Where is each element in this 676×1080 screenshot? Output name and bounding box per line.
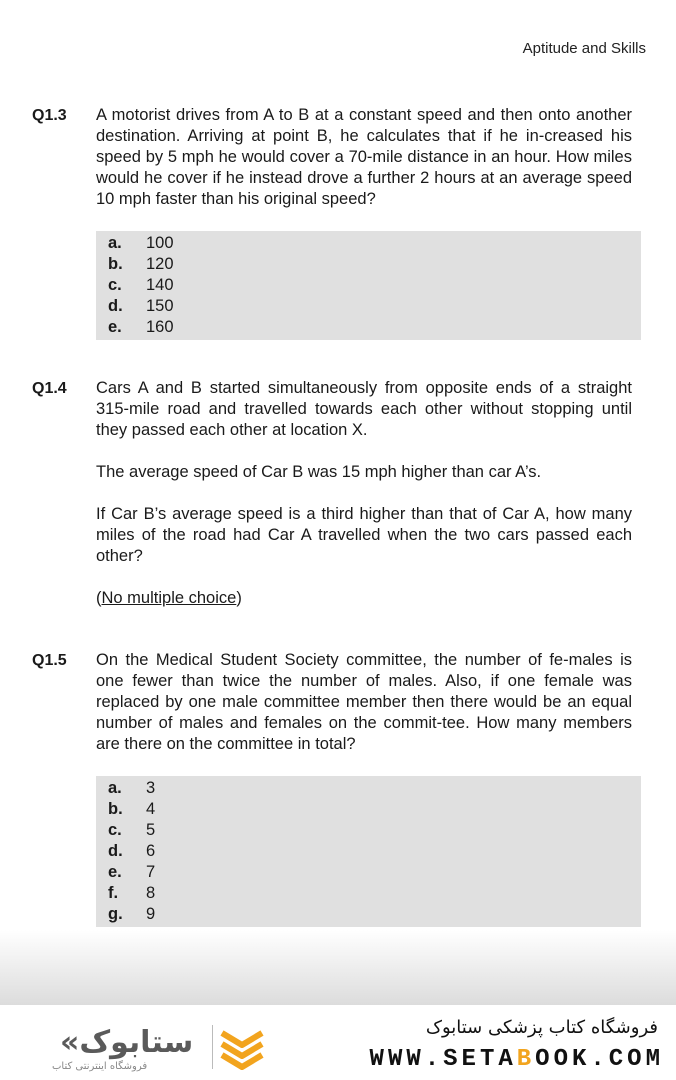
option-value: 6 bbox=[146, 842, 156, 860]
question-number: Q1.3 bbox=[32, 107, 67, 124]
note-text: No multiple choice bbox=[101, 589, 237, 607]
option-value: 140 bbox=[146, 276, 174, 294]
option-letter: f. bbox=[108, 884, 119, 902]
note-open: ( bbox=[96, 589, 102, 607]
option-value: 5 bbox=[146, 821, 156, 839]
question-paragraph: If Car B’s average speed is a third higher than that of Car A, how many miles of the road had Car A travelled when the two cars passed each other? bbox=[96, 505, 632, 565]
option-e bbox=[108, 317, 641, 338]
option-e bbox=[108, 862, 641, 883]
option-letter: g. bbox=[108, 905, 123, 923]
option-value: 3 bbox=[146, 779, 156, 797]
question-paragraph: The average speed of Car B was 15 mph higher than car A’s. bbox=[96, 463, 542, 481]
option-value: 9 bbox=[146, 905, 156, 923]
url-accent-letter: B bbox=[516, 1046, 536, 1073]
no-multiple-choice-note bbox=[96, 588, 632, 609]
option-letter: b. bbox=[108, 800, 123, 818]
option-a bbox=[108, 778, 641, 799]
question-text bbox=[96, 105, 632, 210]
option-c bbox=[108, 820, 641, 841]
page-bottom-shadow bbox=[0, 930, 676, 1005]
running-head: Aptitude and Skills bbox=[522, 40, 646, 57]
option-letter: c. bbox=[108, 821, 122, 839]
question-q1-3 bbox=[32, 105, 644, 340]
option-d bbox=[108, 841, 641, 862]
store-name: فروشگاه کتاب پزشکی ستابوک bbox=[425, 1017, 658, 1038]
option-value: 4 bbox=[146, 800, 156, 818]
option-letter: d. bbox=[108, 297, 123, 315]
question-text bbox=[96, 650, 632, 755]
option-a bbox=[108, 233, 641, 254]
option-b bbox=[108, 799, 641, 820]
question-text bbox=[96, 378, 632, 609]
option-letter: d. bbox=[108, 842, 123, 860]
setabook-logo[interactable] bbox=[34, 1023, 264, 1073]
option-value: 120 bbox=[146, 255, 174, 273]
question-paragraph: A motorist drives from A to B at a constant speed and then onto another destination. Arriving at point B, he calculates that if he in-creased his speed by 5 mph he would cover a 70-mile distance in an hour. How miles would he cover if he instead drove a further 2 hours at an average speed 10 mph faster than his original speed? bbox=[96, 106, 632, 208]
url-part: WWW.SETA bbox=[369, 1046, 517, 1073]
option-letter: e. bbox=[108, 318, 122, 336]
logo-subtitle: فروشگاه اینترنتی کتاب bbox=[52, 1061, 148, 1072]
option-b bbox=[108, 254, 641, 275]
option-value: 160 bbox=[146, 318, 174, 336]
question-number: Q1.5 bbox=[32, 652, 67, 669]
option-g bbox=[108, 904, 641, 925]
store-url-link[interactable] bbox=[370, 1046, 664, 1073]
option-d bbox=[108, 296, 641, 317]
book-stack-icon bbox=[218, 1023, 266, 1071]
option-c bbox=[108, 275, 641, 296]
logo-text: «ستابوک bbox=[60, 1025, 194, 1060]
option-letter: a. bbox=[108, 234, 122, 252]
option-letter: b. bbox=[108, 255, 123, 273]
question-paragraph: Cars A and B started simultaneously from opposite ends of a straight 315-mile road and travelled towards each other without stopping until they passed each other at location X. bbox=[96, 379, 632, 439]
option-value: 8 bbox=[146, 884, 156, 902]
question-paragraph: On the Medical Student Society committee, the number of fe-males is one fewer than twice the number of males. Also, if one female was replaced by one male committee member then there would be an equal number of males and females on the commit-tee. How many members are there on the committee in total? bbox=[96, 651, 632, 753]
url-part: OOK.COM bbox=[535, 1046, 664, 1073]
note-close: ) bbox=[236, 589, 242, 607]
question-number: Q1.4 bbox=[32, 380, 67, 397]
option-letter: e. bbox=[108, 863, 122, 881]
option-letter: a. bbox=[108, 779, 122, 797]
option-value: 100 bbox=[146, 234, 174, 252]
option-f bbox=[108, 883, 641, 904]
options-box bbox=[96, 231, 641, 340]
option-value: 7 bbox=[146, 863, 156, 881]
option-value: 150 bbox=[146, 297, 174, 315]
logo-divider bbox=[212, 1025, 213, 1069]
option-letter: c. bbox=[108, 276, 122, 294]
options-box bbox=[96, 776, 641, 927]
question-q1-4 bbox=[32, 378, 644, 609]
watermark-footer bbox=[0, 1005, 676, 1080]
question-q1-5 bbox=[32, 650, 644, 927]
